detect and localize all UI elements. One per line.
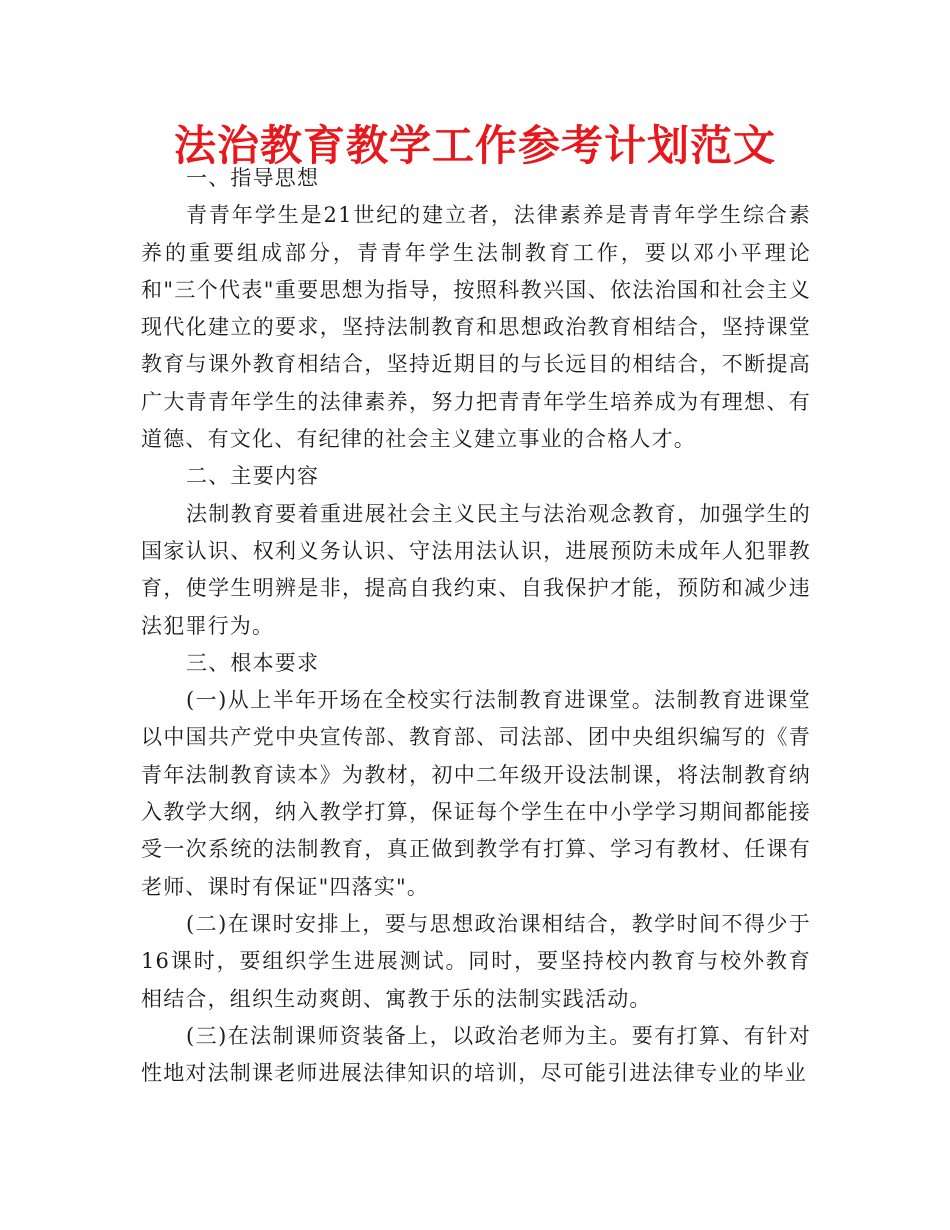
paragraph: 青青年学生是21世纪的建立者，法律素养是青青年学生综合素养的重要组成部分，青青年学生法制教育工作，要以邓小平理论和"三个代表"重要思想为指导，按照科教兴国、依法治国和社会主义现代化建立的要求，坚持法制教育和思想政治教育相结合，坚持课堂教育与课外教育相结合，坚持近期目的与长远目的相结合，不断提高广大青青年学生的法律素养，努力把青青年学生培养成为有理想、有道德、有文化、有纪律的社会主义建立事业的合格人才。	[141, 203, 811, 452]
document-title: 法治教育教学工作参考计划范文	[173, 121, 776, 170]
document-body	[141, 160, 811, 1092]
paragraph: (二)在课时安排上，要与思想政治课相结合，教学时间不得少于16课时，要组织学生进展测试。同时，要坚持校内教育与校外教育相结合，组织生动爽朗、寓教于乐的法制实践活动。	[141, 911, 811, 1011]
paragraph: 法制教育要着重进展社会主义民主与法治观念教育，加强学生的国家认识、权利义务认识、守法用法认识，进展预防未成年人犯罪教育，使学生明辨是非，提高自我约束、自我保护才能，预防和减少违法犯罪行为。	[141, 501, 811, 638]
paragraph: (三)在法制课师资装备上，以政治老师为主。要有打算、有针对性地对法制课老师进展法律知识的培训，尽可能引进法律专业的毕业	[141, 1023, 811, 1086]
section-heading-guiding-ideology: 一、指导思想	[186, 166, 320, 190]
paragraph: (一)从上半年开场在全校实行法制教育进课堂。法制教育进课堂以中国共产党中央宣传部、教育部、司法部、团中央组织编写的《青青年法制教育读本》为教材，初中二年级开设法制课，将法制教育纳入教学大纲，纳入教学打算，保证每个学生在中小学学习期间都能接受一次系统的法制教育，真正做到教学有打算、学习有教材、任课有老师、课时有保证"四落实"。	[141, 688, 811, 899]
section-heading-basic-requirements: 三、根本要求	[186, 650, 320, 675]
section-heading-main-content: 二、主要内容	[186, 464, 320, 489]
